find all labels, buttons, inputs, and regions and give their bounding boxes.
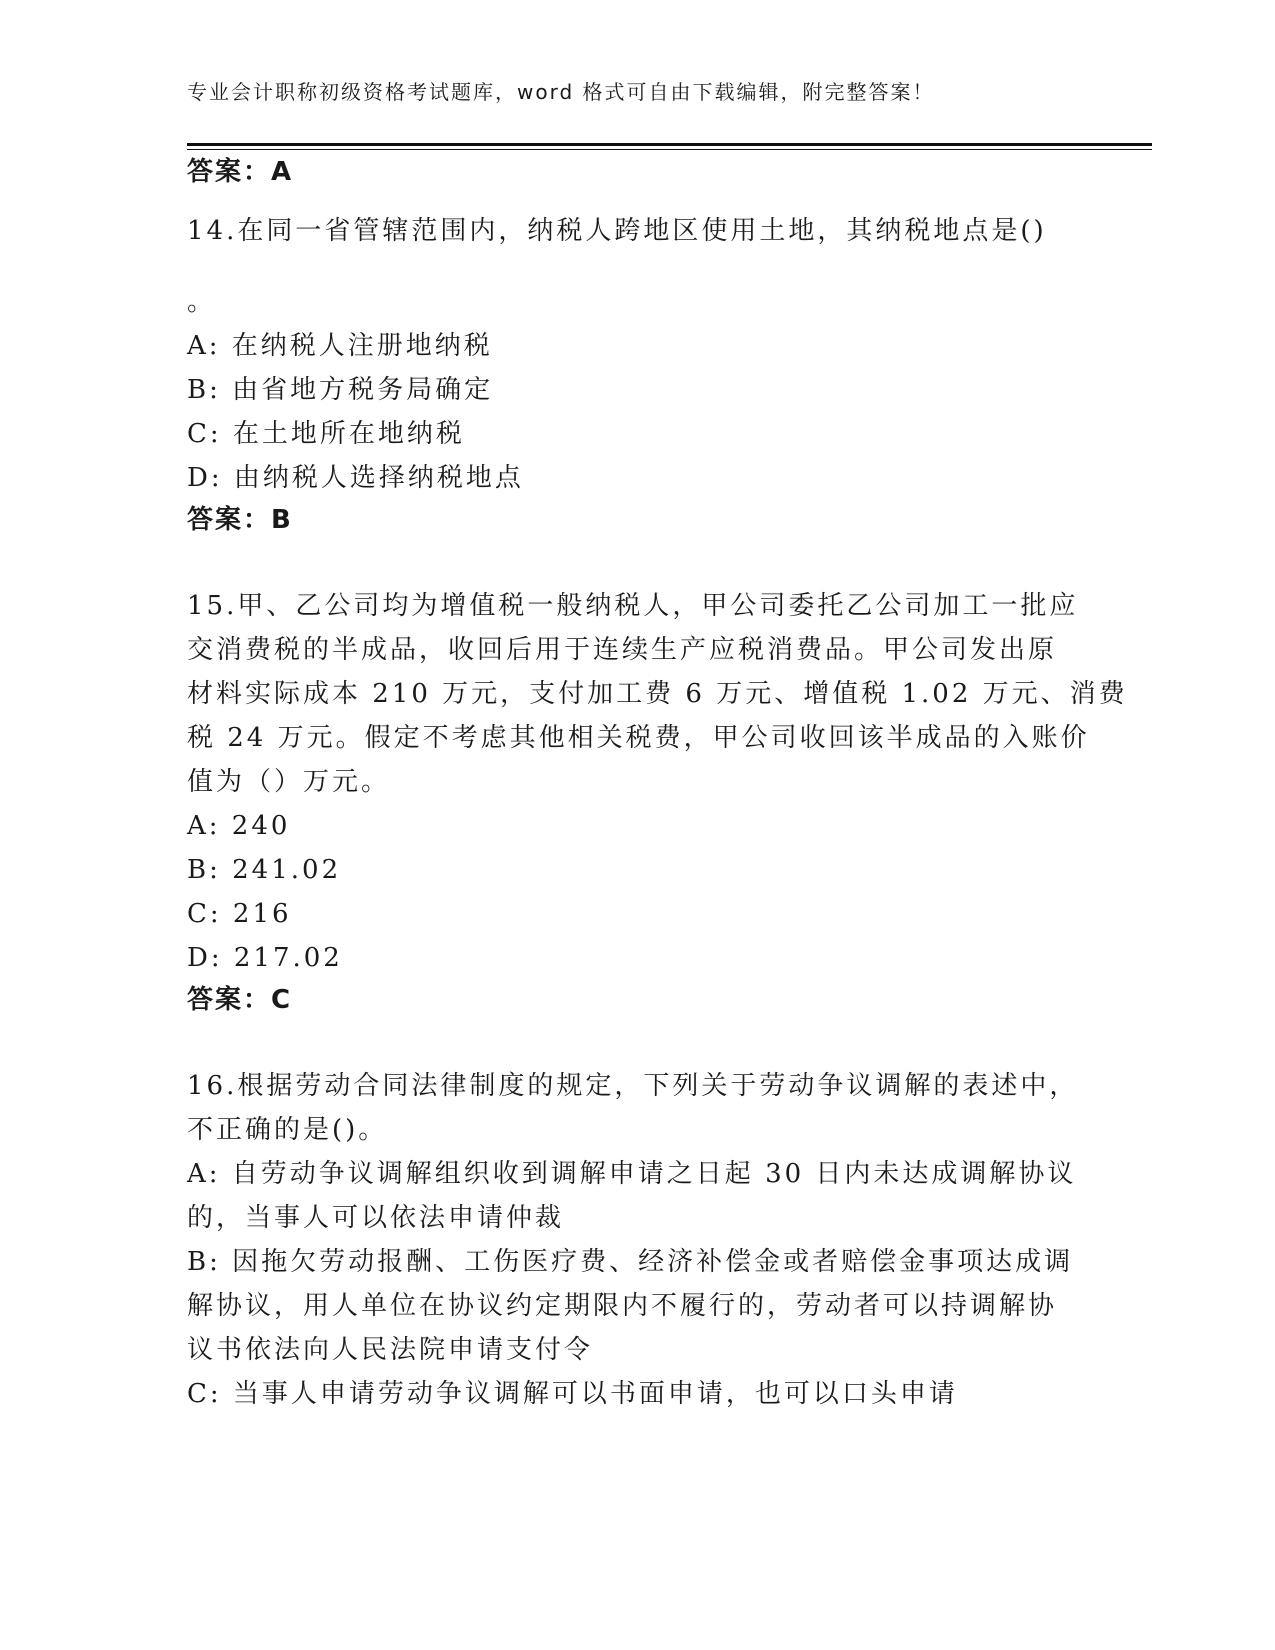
q16-stem-line-2: 不正确的是()。 — [187, 1115, 388, 1145]
q16-option-b-line-2: 解协议，用人单位在协议约定期限内不履行的，劳动者可以持调解协 — [187, 1291, 1058, 1321]
q16-option-a-line-1: A: 自劳动争议调解组织收到调解申请之日起 30 日内未达成调解协议 — [187, 1159, 1077, 1189]
q15-stem-line-3: 材料实际成本 210 万元，支付加工费 6 万元、增值税 1.02 万元、消费 — [187, 679, 1128, 709]
q15-stem-line-5: 值为（）万元。 — [187, 767, 391, 797]
q14-answer: 答案：B — [187, 505, 293, 535]
header-rule-thick — [187, 143, 1152, 146]
q14-option-b: B: 由省地方税务局确定 — [187, 375, 494, 405]
page-header: 专业会计职称初级资格考试题库，word 格式可自由下载编辑，附完整答案！ — [187, 80, 935, 104]
q14-stem-line-2: 。 — [187, 287, 217, 317]
q16-option-b-line-1: B: 因拖欠劳动报酬、工伤医疗费、经济补偿金或者赔偿金事项达成调 — [187, 1247, 1074, 1277]
q14-option-d: D: 由纳税人选择纳税地点 — [187, 463, 524, 493]
q15-stem-line-1: 15.甲、乙公司均为增值税一般纳税人，甲公司委托乙公司加工一批应 — [187, 591, 1079, 621]
q16-stem-line-1: 16.根据劳动合同法律制度的规定，下列关于劳动争议调解的表述中， — [187, 1071, 1079, 1101]
q14-option-a: A: 在纳税人注册地纳税 — [187, 331, 493, 361]
q16-option-a-line-2: 的，当事人可以依法申请仲裁 — [187, 1203, 565, 1233]
q15-stem-line-2: 交消费税的半成品，收回后用于连续生产应税消费品。甲公司发出原 — [187, 635, 1058, 665]
q14-option-c: C: 在土地所在地纳税 — [187, 419, 465, 449]
q15-option-a: A: 240 — [187, 811, 291, 841]
q16-option-c: C: 当事人申请劳动争议调解可以书面申请，也可以口头申请 — [187, 1379, 958, 1409]
q15-option-c: C: 216 — [187, 899, 292, 929]
q16-option-b-line-3: 议书依法向人民法院申请支付令 — [187, 1335, 594, 1365]
header-rule-thin — [187, 149, 1152, 150]
q14-stem-line-1: 14.在同一省管辖范围内，纳税人跨地区使用土地，其纳税地点是() — [187, 216, 1047, 246]
q15-option-b: B: 241.02 — [187, 855, 342, 885]
previous-answer: 答案：A — [187, 157, 294, 187]
q15-stem-line-4: 税 24 万元。假定不考虑其他相关税费，甲公司收回该半成品的入账价 — [187, 723, 1090, 753]
q15-answer: 答案：C — [187, 985, 293, 1015]
q15-option-d: D: 217.02 — [187, 943, 343, 973]
